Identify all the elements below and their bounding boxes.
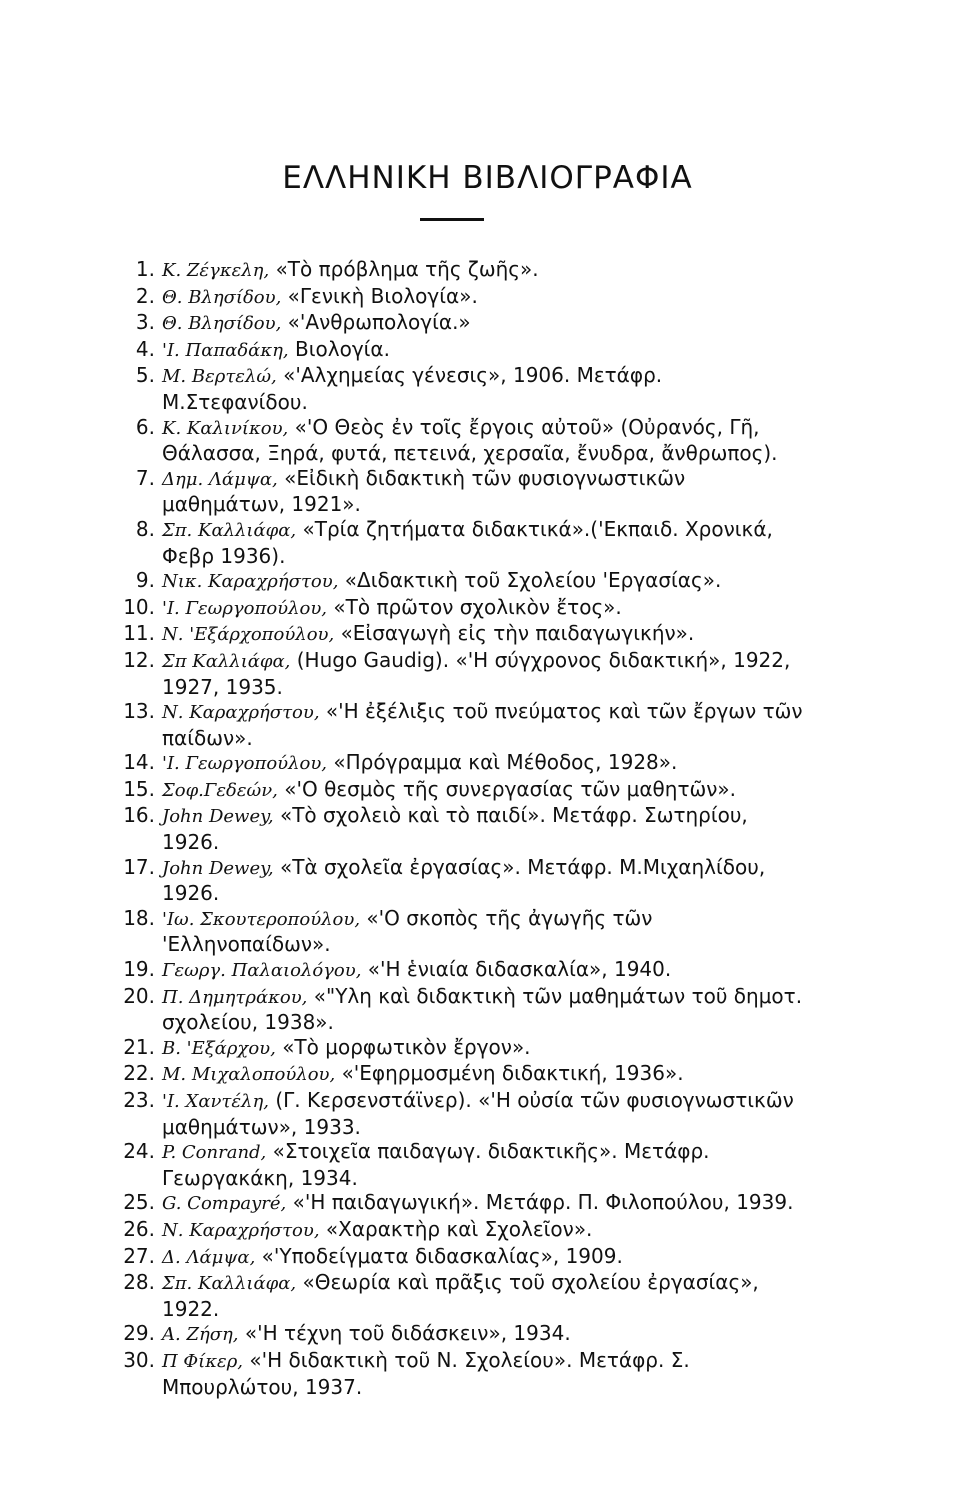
bibliography-entry (115, 1035, 805, 1062)
entry-number: 16. (123, 803, 155, 828)
entry-text: «Διδακτικὴ τοῦ Σχολείου 'Εργασίας». (344, 568, 722, 593)
entry-text: «'Ο σκοπὸς τῆς ἀγωγῆς τῶν 'Ελληνοπαίδων». (162, 905, 653, 957)
entry-author: 'Ι. Χαντέλη, (162, 1091, 269, 1112)
bibliography-entry (115, 337, 805, 364)
entry-number: 15. (123, 776, 155, 801)
entry-author: Σπ. Καλλιάφα, (162, 1273, 297, 1295)
entry-author: 'Ι. Παπαδάκη, (162, 339, 289, 361)
entry-text: «'Αλχημείας γένεσις», 1906. Μετάφρ. Μ.Στεφανίδου. (162, 363, 663, 414)
entry-author: Κ. Καλινίκου, (162, 417, 289, 439)
entry-text: Βιολογία. (295, 336, 390, 361)
bibliography-entry (115, 1348, 805, 1399)
bibliography-entry (115, 621, 805, 648)
entry-number: 8. (135, 516, 155, 541)
entry-author: Σπ. Καλλιάφα, (162, 519, 297, 541)
bibliography-entry (115, 363, 805, 414)
entry-author: Θ. Βλησίδου, (162, 286, 282, 308)
entry-number: 30. (123, 1347, 155, 1372)
entry-author: Θ. Βλησίδου, (162, 313, 282, 335)
entry-number: 3. (135, 310, 155, 335)
bibliography-entry (115, 750, 805, 777)
entry-number: 19. (123, 957, 155, 982)
entry-number: 13. (123, 699, 155, 724)
bibliography-entry (115, 699, 805, 750)
bibliography-entry (115, 1088, 805, 1139)
entry-number: 6. (135, 414, 155, 439)
bibliography-entry (115, 855, 805, 906)
entry-text: «'Υποδείγματα διδασκαλίας», 1909. (261, 1243, 623, 1268)
entry-number: 18. (123, 905, 155, 930)
entry-author: Δημ. Λάμψα, (162, 468, 278, 490)
bibliography-entry (115, 284, 805, 311)
entry-author: 'Ι. Γεωργοπούλου, (162, 597, 328, 619)
entry-number: 29. (123, 1321, 155, 1346)
entry-author: Δ. Λάμψα, (162, 1246, 256, 1268)
entry-author: Ν. Καραχρήστου, (162, 1219, 320, 1241)
entry-author: Γεωργ. Παλαιολόγου, (162, 960, 362, 982)
entry-number: 17. (123, 854, 155, 879)
bibliography-entry (115, 1244, 805, 1271)
entry-number: 20. (123, 983, 155, 1008)
bibliography-entry (115, 1190, 805, 1217)
entry-author: Μ. Βερτελώ, (162, 366, 277, 388)
entry-text: «'Εφηρμοσμένη διδακτική, 1936». (341, 1061, 684, 1086)
entry-text: «Εἰσαγωγὴ εἰς τὴν παιδαγωγικήν». (340, 621, 695, 646)
entry-author: Π Φίκερ, (162, 1350, 243, 1372)
entry-number: 1. (135, 257, 155, 281)
entry-author: Ν. 'Εξάρχοπούλου, (162, 624, 335, 646)
entry-number: 2. (135, 283, 155, 308)
entry-text: «'Η ἐξέλιξις τοῦ πνεύματος καὶ τῶν ἔργων τῶν παίδων». (162, 699, 803, 750)
entry-author: John Dewey, (162, 806, 274, 828)
entry-author: Α. Ζήση, (162, 1324, 239, 1346)
entry-number: 27. (123, 1243, 155, 1268)
entry-author: Ν. Καραχρήστου, (162, 702, 320, 724)
entry-text: «'Ανθρωπολογία.» (287, 310, 471, 335)
entry-number: 11. (123, 621, 155, 646)
bibliography-entry (115, 415, 805, 466)
entry-text: «'Ο θεσμὸς τῆς συνεργασίας τῶν μαθητῶν». (284, 776, 737, 801)
entry-number: 25. (123, 1190, 155, 1215)
entry-author: Σπ Καλλιάφα, (162, 650, 291, 672)
entry-text: «Τὸ πρόβλημα τῆς ζωῆς». (275, 257, 539, 281)
entry-author: P. Conrand, (162, 1142, 267, 1164)
entry-number: 10. (123, 594, 155, 619)
bibliography-entry (115, 777, 805, 804)
entry-number: 9. (135, 568, 155, 593)
bibliography-entry (115, 957, 805, 984)
entry-text: «'Η τέχνη τοῦ διδάσκειν», 1934. (244, 1321, 571, 1346)
entry-text: «Τὸ μορφωτικὸν ἔργον». (282, 1034, 531, 1059)
entry-author: 'Ι. Γεωργοπούλου, (162, 753, 328, 775)
bibliography-entry (115, 568, 805, 595)
entry-text: «'Ο Θεὸς ἐν τοῖς ἔργοις αὐτοῦ» (Οὐρανός, Γῆ, Θάλασσα, Ξηρά, φυτά, πετεινά, χερσαῖα, ἔνυδρα, ἄνθρωπος). (162, 414, 778, 466)
entry-number: 21. (123, 1034, 155, 1059)
bibliography-entry (115, 648, 805, 699)
entry-author: Β. 'Εξάρχου, (162, 1037, 276, 1059)
entry-text: «'Η παιδαγωγική». Μετάφρ. Π. Φιλοπούλου, 1939. (292, 1190, 794, 1215)
entry-number: 14. (123, 750, 155, 775)
bibliography-entry (115, 1321, 805, 1348)
entry-text: «Χαρακτὴρ καὶ Σχολεῖον». (325, 1216, 593, 1241)
entry-text: «'Η ἑνιαία διδασκαλία», 1940. (367, 957, 672, 982)
entry-author: John Dewey, (162, 857, 274, 879)
entry-text: «"Υλη καὶ διδακτικὴ τῶν μαθημάτων τοῦ δημοτ. σχολείου, 1938». (162, 983, 803, 1035)
entry-text: «Γενικὴ Βιολογία». (287, 283, 478, 308)
entry-number: 7. (135, 465, 155, 490)
entry-text: (Γ. Κερσενστάϊνερ). «'Η οὐσία τῶν φυσιογνωστικῶν μαθημάτων», 1933. (162, 1088, 794, 1139)
title-underline (420, 218, 484, 221)
entry-text: «Τὸ σχολειὸ καὶ τὸ παιδί». Μετάφρ. Σωτηρίου, 1926. (162, 803, 748, 855)
entry-number: 26. (123, 1216, 155, 1241)
entry-author: Σοφ.Γεδεών, (162, 779, 278, 801)
bibliography-entry (115, 257, 805, 284)
bibliography-entry (115, 466, 805, 517)
entry-number: 23. (123, 1088, 155, 1112)
entry-number: 4. (135, 336, 155, 361)
entry-text: «Τρία ζητήματα διδακτικά».('Εκπαιδ. Χρονικά, Φεβρ 1936). (162, 516, 773, 568)
entry-author: Π. Δημητράκου, (162, 986, 308, 1008)
bibliography-entry (115, 1217, 805, 1244)
entry-text: «Πρόγραμμα καὶ Μέθοδος, 1928». (333, 750, 678, 775)
bibliography-entry (115, 310, 805, 337)
entry-number: 28. (123, 1270, 155, 1295)
bibliography-entry (115, 1061, 805, 1088)
page-title: ΕΛΛΗΝΙΚΗ ΒΙΒΛΙΟΓΡΑΦΙΑ (282, 160, 693, 196)
entry-author: Κ. Ζέγκελη, (162, 260, 270, 281)
entry-number: 12. (123, 647, 155, 672)
bibliography-entry (115, 1139, 805, 1190)
bibliography-entry (115, 906, 805, 957)
bibliography-entry (115, 984, 805, 1035)
entry-number: 24. (123, 1139, 155, 1164)
entry-number: 5. (135, 363, 155, 388)
entry-author: Νικ. Καραχρήστου, (162, 571, 339, 593)
entry-text: «Εἰδικὴ διδακτικὴ τῶν φυσιογνωστικῶν μαθημάτων, 1921». (162, 465, 686, 517)
bibliography-list (115, 257, 805, 1399)
bibliography-entry (115, 1270, 805, 1321)
entry-author: 'Ιω. Σκουτεροπούλου, (162, 908, 361, 930)
entry-author: Μ. Μιχαλοπούλου, (162, 1064, 336, 1086)
entry-text: «'Η διδακτικὴ τοῦ Ν. Σχολείου». Μετάφρ. Σ. Μπουρλώτου, 1937. (162, 1347, 690, 1399)
bibliography-entry (115, 595, 805, 622)
bibliography-entry (115, 517, 805, 568)
entry-text: «Τὰ σχολεῖα ἐργασίας». Μετάφρ. Μ.Μιχαηλίδου, 1926. (162, 854, 766, 906)
entry-text: «Στοιχεῖα παιδαγωγ. διδακτικῆς». Μετάφρ. Γεωργακάκη, 1934. (162, 1139, 710, 1190)
entry-text: «Θεωρία καὶ πρᾶξις τοῦ σχολείου ἐργασίας», 1922. (162, 1270, 759, 1321)
entry-text: (Hugo Gaudig). «'Η σύγχρονος διδακτική», 1922, 1927, 1935. (162, 647, 791, 699)
bibliography-entry (115, 803, 805, 854)
entry-author: G. Compayré, (162, 1193, 287, 1215)
entry-number: 22. (123, 1061, 155, 1086)
entry-text: «Τὸ πρῶτον σχολικὸν ἔτος». (333, 594, 622, 619)
